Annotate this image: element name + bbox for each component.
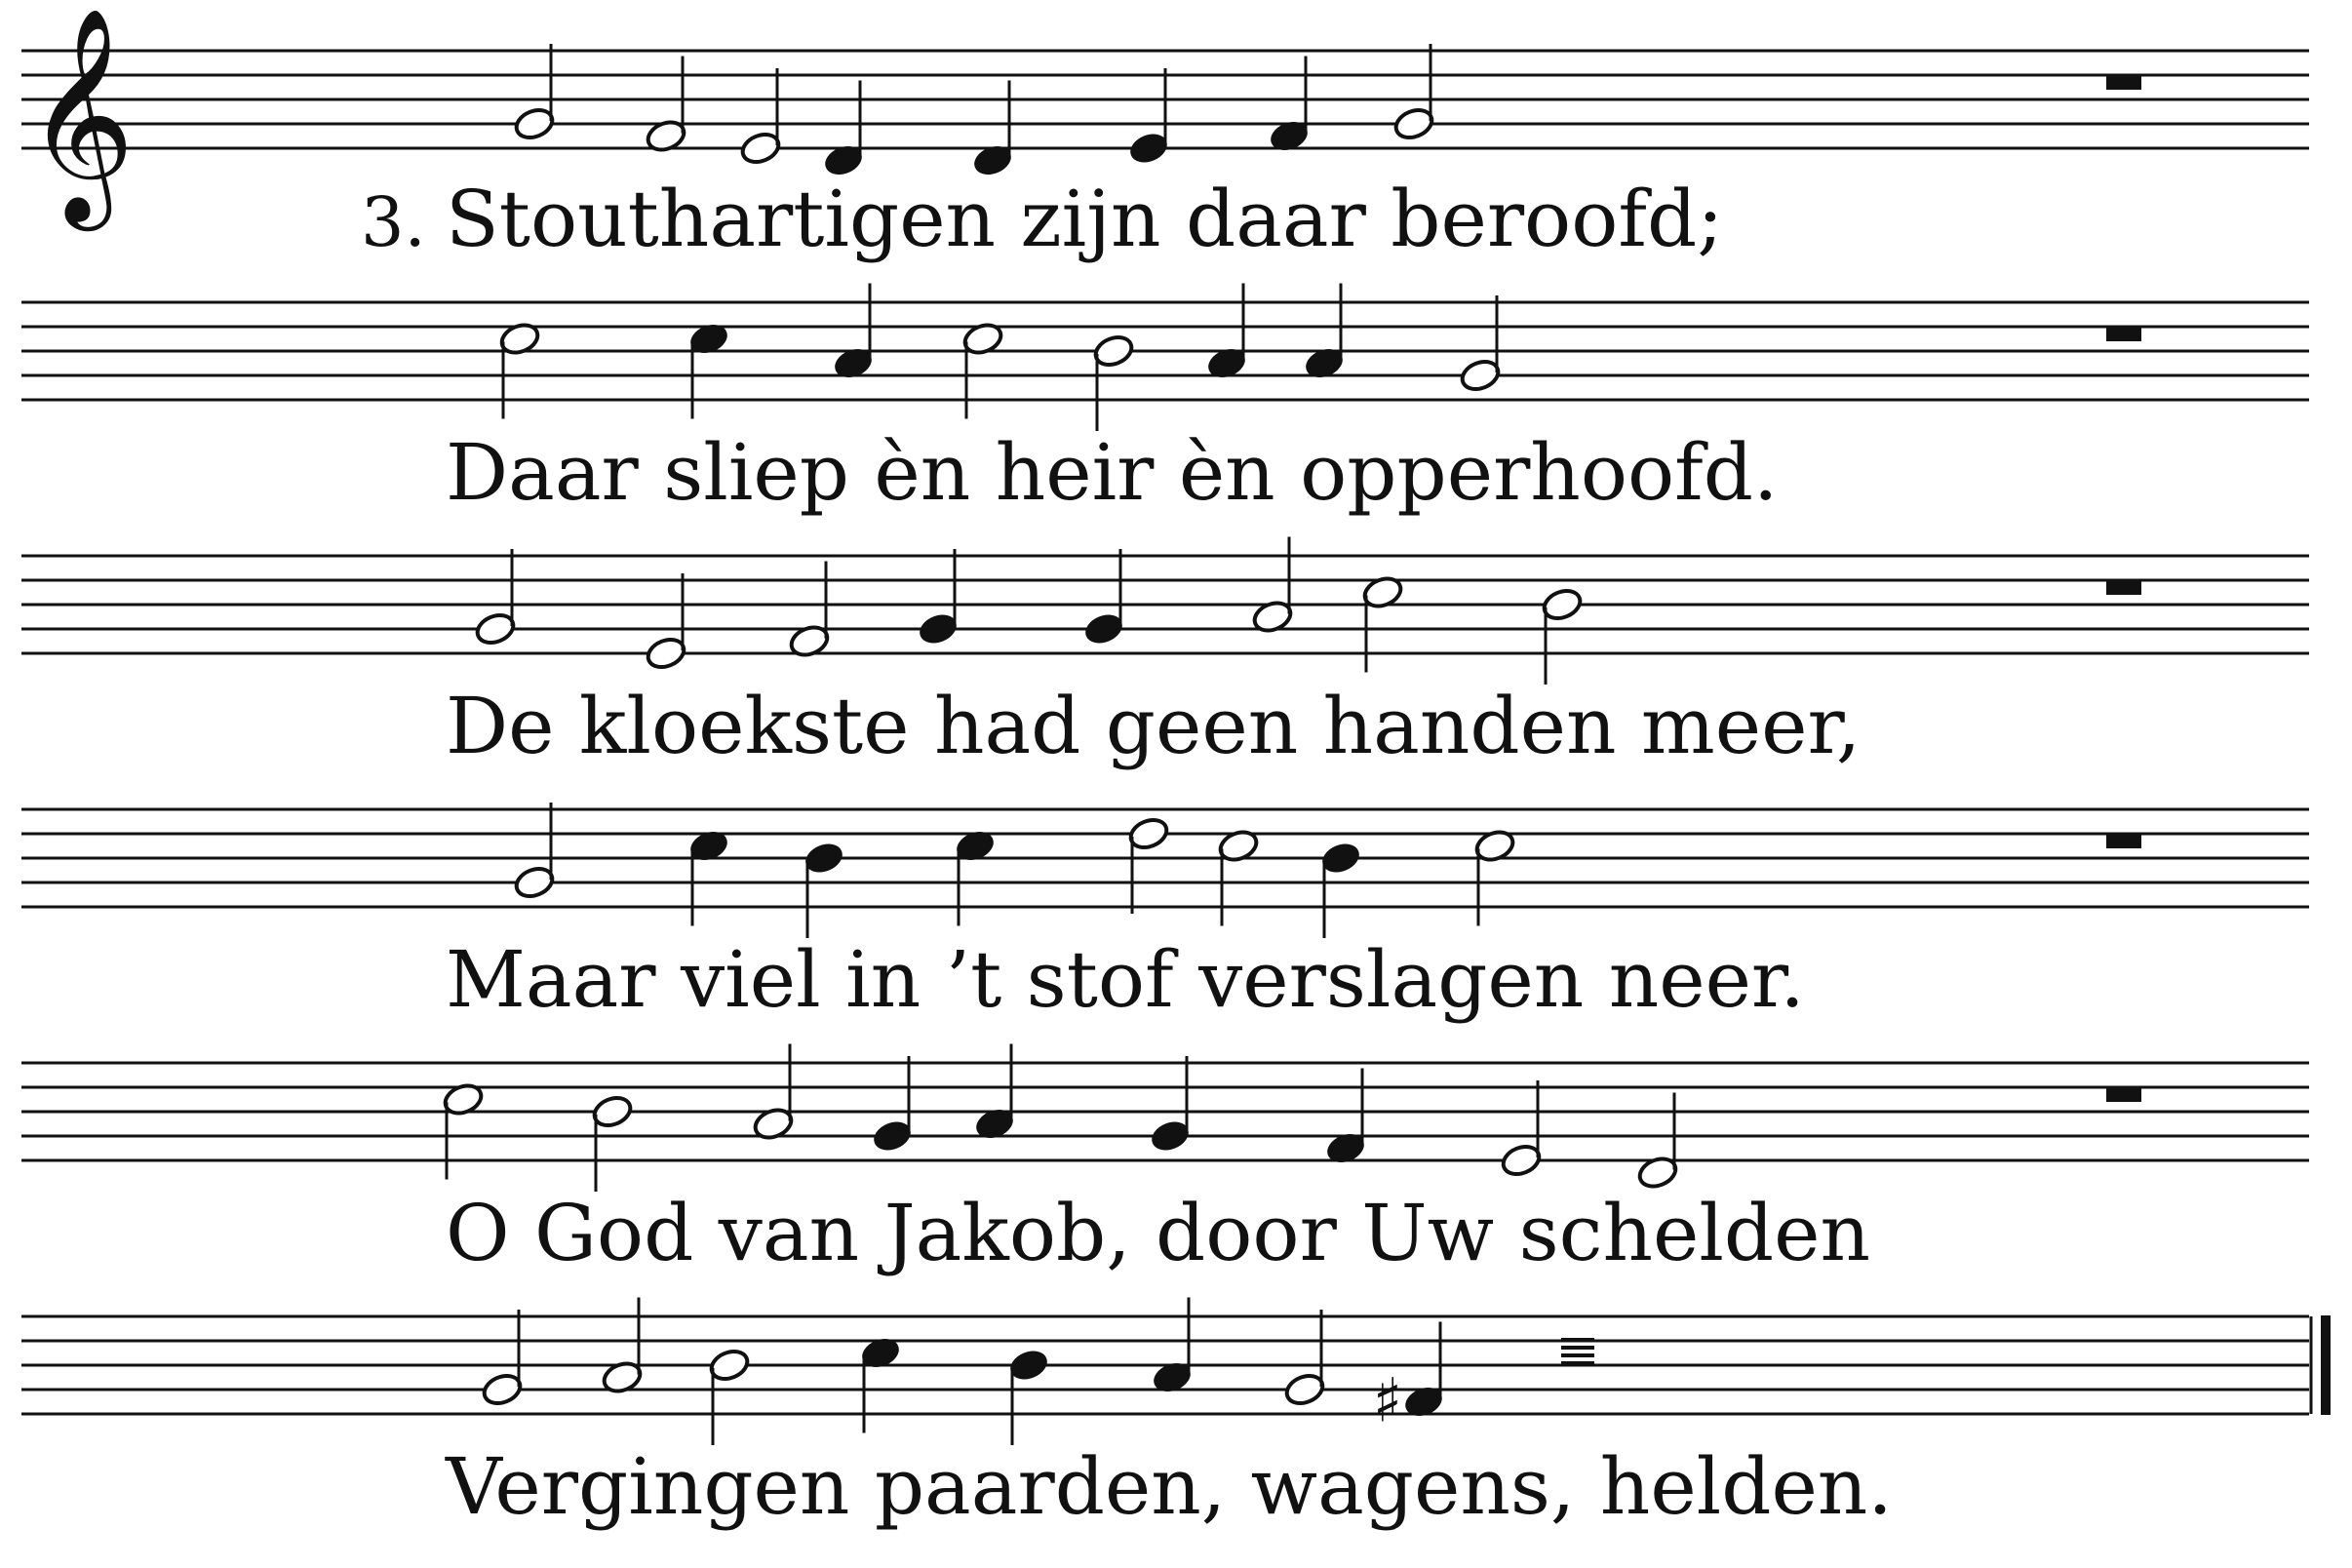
note [1459, 295, 1503, 394]
note [752, 1044, 796, 1143]
note [1473, 827, 1517, 925]
note [474, 549, 518, 647]
note [1127, 68, 1171, 167]
final-rest-mark [1561, 1346, 1594, 1350]
half-rest-mark [2106, 580, 2141, 595]
note [1082, 549, 1126, 647]
note [954, 827, 998, 925]
lyric-line-5: O God van Jakob, door Uw schelden [446, 1188, 1870, 1278]
note [973, 1044, 1017, 1143]
note [1007, 1347, 1051, 1445]
treble-clef-icon: 𝄞 [25, 6, 136, 221]
half-rest-mark [2106, 1087, 2141, 1102]
note [498, 320, 542, 418]
staff-system-2 [21, 284, 2309, 432]
staff-system-5 [21, 1044, 2309, 1193]
barline-thick [2321, 1315, 2331, 1415]
lyric-line-1: Stouthartigen zijn daar beroofd; [446, 174, 1724, 264]
lyric-line-2: Daar sliep èn heir èn opperhoofd. [446, 427, 1779, 518]
lyric-line-6: Vergingen paarden, wagens, helden. [446, 1441, 1893, 1532]
note [1283, 1310, 1327, 1408]
note [871, 1056, 915, 1155]
staff-system-4 [21, 803, 2309, 938]
note [1392, 44, 1436, 142]
note [739, 68, 783, 167]
half-rest-mark [2106, 327, 2141, 341]
note [961, 320, 1005, 418]
final-rest-mark [1561, 1353, 1594, 1357]
note [687, 320, 731, 418]
lyric-line-4: Maar viel in ’t stof verslagen neer. [446, 934, 1805, 1025]
staff-system-3 [21, 537, 2309, 686]
note [1217, 827, 1261, 925]
note [822, 81, 866, 179]
sharp-icon: ♯ [1373, 1364, 1403, 1436]
note [971, 81, 1015, 179]
half-rest-mark [2106, 834, 2141, 848]
note [513, 803, 557, 901]
note [803, 840, 846, 938]
note [859, 1334, 903, 1432]
lyric-line-3: De kloekste had geen handen meer, [446, 681, 1862, 771]
final-rest-mark [1561, 1361, 1594, 1365]
note [1205, 284, 1249, 382]
note [1500, 1080, 1544, 1179]
note [1251, 537, 1295, 636]
note [442, 1080, 486, 1179]
note [1319, 840, 1363, 938]
note [1092, 333, 1136, 431]
note [645, 573, 688, 672]
note [1303, 284, 1347, 382]
note [513, 44, 557, 142]
note [917, 549, 960, 647]
note [1268, 57, 1312, 155]
note [832, 284, 876, 382]
note [1636, 1093, 1680, 1192]
note [1373, 1322, 1445, 1436]
note [1151, 1298, 1195, 1396]
note [1127, 815, 1171, 914]
note [687, 827, 731, 925]
note [708, 1347, 752, 1445]
half-rest-mark [2106, 75, 2141, 90]
final-rest-mark [1561, 1338, 1594, 1342]
note [1541, 586, 1585, 685]
staff-system-6 [21, 1298, 2331, 1446]
note [645, 57, 688, 155]
note [1324, 1069, 1368, 1167]
note [591, 1093, 635, 1192]
note [481, 1310, 525, 1408]
note [601, 1298, 645, 1396]
note [1149, 1056, 1193, 1155]
verse-number: 3. [361, 182, 426, 262]
note [1361, 573, 1405, 672]
note [788, 562, 832, 660]
